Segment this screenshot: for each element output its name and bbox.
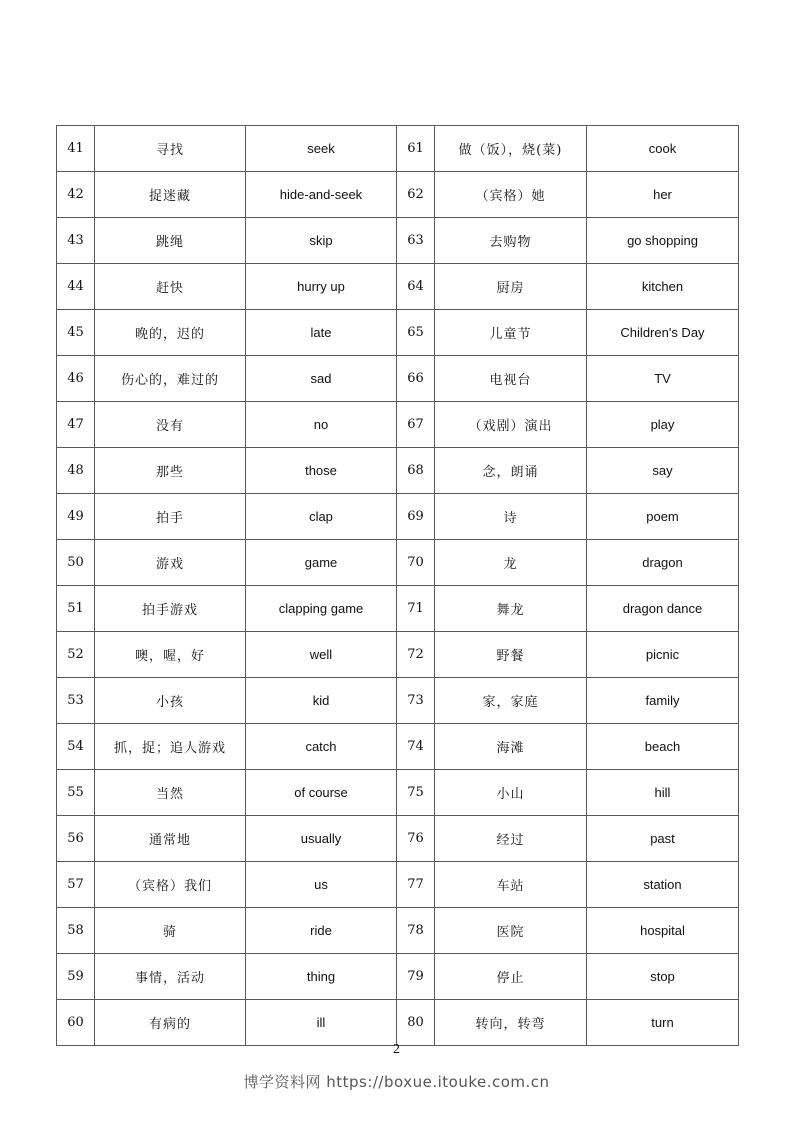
table-row xyxy=(57,126,739,172)
entry-number: 65 xyxy=(397,310,435,356)
chinese-meaning: 事情，活动 xyxy=(95,954,246,1000)
english-word: those xyxy=(246,448,397,494)
entry-number: 42 xyxy=(57,172,95,218)
entry-number: 80 xyxy=(397,1000,435,1046)
table-row xyxy=(57,1000,739,1046)
chinese-meaning: （宾格）我们 xyxy=(95,862,246,908)
english-word: sad xyxy=(246,356,397,402)
vocabulary-table-body xyxy=(57,126,739,1046)
entry-number: 53 xyxy=(57,678,95,724)
entry-number: 60 xyxy=(57,1000,95,1046)
chinese-meaning: 野餐 xyxy=(435,632,587,678)
english-word: say xyxy=(587,448,739,494)
chinese-meaning: 经过 xyxy=(435,816,587,862)
table-row xyxy=(57,218,739,264)
english-word: hospital xyxy=(587,908,739,954)
table-row xyxy=(57,770,739,816)
english-word: past xyxy=(587,816,739,862)
chinese-meaning: 小山 xyxy=(435,770,587,816)
entry-number: 66 xyxy=(397,356,435,402)
entry-number: 68 xyxy=(397,448,435,494)
entry-number: 69 xyxy=(397,494,435,540)
entry-number: 61 xyxy=(397,126,435,172)
chinese-meaning: 去购物 xyxy=(435,218,587,264)
english-word: cook xyxy=(587,126,739,172)
table-row xyxy=(57,310,739,356)
chinese-meaning: 骑 xyxy=(95,908,246,954)
entry-number: 47 xyxy=(57,402,95,448)
table-row xyxy=(57,816,739,862)
table-row xyxy=(57,402,739,448)
entry-number: 71 xyxy=(397,586,435,632)
english-word: clapping game xyxy=(246,586,397,632)
entry-number: 64 xyxy=(397,264,435,310)
chinese-meaning: 转向，转弯 xyxy=(435,1000,587,1046)
entry-number: 75 xyxy=(397,770,435,816)
chinese-meaning: 噢，喔，好 xyxy=(95,632,246,678)
chinese-meaning: 念，朗诵 xyxy=(435,448,587,494)
chinese-meaning: 舞龙 xyxy=(435,586,587,632)
english-word: kid xyxy=(246,678,397,724)
entry-number: 79 xyxy=(397,954,435,1000)
chinese-meaning: 抓，捉；追人游戏 xyxy=(95,724,246,770)
chinese-meaning: 厨房 xyxy=(435,264,587,310)
table-row xyxy=(57,264,739,310)
chinese-meaning: 那些 xyxy=(95,448,246,494)
english-word: late xyxy=(246,310,397,356)
entry-number: 58 xyxy=(57,908,95,954)
english-word: thing xyxy=(246,954,397,1000)
chinese-meaning: 儿童节 xyxy=(435,310,587,356)
table-row xyxy=(57,540,739,586)
chinese-meaning: （宾格）她 xyxy=(435,172,587,218)
chinese-meaning: 电视台 xyxy=(435,356,587,402)
entry-number: 52 xyxy=(57,632,95,678)
english-word: us xyxy=(246,862,397,908)
chinese-meaning: 车站 xyxy=(435,862,587,908)
english-word: TV xyxy=(587,356,739,402)
entry-number: 77 xyxy=(397,862,435,908)
entry-number: 54 xyxy=(57,724,95,770)
entry-number: 55 xyxy=(57,770,95,816)
english-word: well xyxy=(246,632,397,678)
chinese-meaning: 晚的，迟的 xyxy=(95,310,246,356)
english-word: usually xyxy=(246,816,397,862)
chinese-meaning: 跳绳 xyxy=(95,218,246,264)
entry-number: 56 xyxy=(57,816,95,862)
table-row xyxy=(57,862,739,908)
table-row xyxy=(57,448,739,494)
entry-number: 44 xyxy=(57,264,95,310)
english-word: poem xyxy=(587,494,739,540)
english-word: family xyxy=(587,678,739,724)
entry-number: 78 xyxy=(397,908,435,954)
english-word: Children's Day xyxy=(587,310,739,356)
entry-number: 46 xyxy=(57,356,95,402)
watermark-footer: 博学资料网 https://boxue.itouke.com.cn xyxy=(243,1073,550,1091)
english-word: dragon xyxy=(587,540,739,586)
english-word: play xyxy=(587,402,739,448)
entry-number: 67 xyxy=(397,402,435,448)
english-word: hide-and-seek xyxy=(246,172,397,218)
chinese-meaning: 寻找 xyxy=(95,126,246,172)
english-word: kitchen xyxy=(587,264,739,310)
table-row xyxy=(57,172,739,218)
chinese-meaning: 医院 xyxy=(435,908,587,954)
english-word: clap xyxy=(246,494,397,540)
table-row xyxy=(57,908,739,954)
english-word: hill xyxy=(587,770,739,816)
table-row xyxy=(57,954,739,1000)
chinese-meaning: 有病的 xyxy=(95,1000,246,1046)
chinese-meaning: 捉迷藏 xyxy=(95,172,246,218)
chinese-meaning: 通常地 xyxy=(95,816,246,862)
chinese-meaning: 做（饭），烧(菜) xyxy=(435,126,587,172)
chinese-meaning: 当然 xyxy=(95,770,246,816)
page-number: 2 xyxy=(393,1042,400,1057)
chinese-meaning: 海滩 xyxy=(435,724,587,770)
table-row xyxy=(57,724,739,770)
entry-number: 45 xyxy=(57,310,95,356)
chinese-meaning: 游戏 xyxy=(95,540,246,586)
english-word: of course xyxy=(246,770,397,816)
entry-number: 50 xyxy=(57,540,95,586)
english-word: game xyxy=(246,540,397,586)
vocabulary-table xyxy=(56,125,739,1046)
chinese-meaning: 停止 xyxy=(435,954,587,1000)
english-word: station xyxy=(587,862,739,908)
entry-number: 76 xyxy=(397,816,435,862)
entry-number: 48 xyxy=(57,448,95,494)
chinese-meaning: 小孩 xyxy=(95,678,246,724)
chinese-meaning: 赶快 xyxy=(95,264,246,310)
table-row xyxy=(57,678,739,724)
english-word: dragon dance xyxy=(587,586,739,632)
english-word: catch xyxy=(246,724,397,770)
english-word: turn xyxy=(587,1000,739,1046)
entry-number: 49 xyxy=(57,494,95,540)
chinese-meaning: 拍手游戏 xyxy=(95,586,246,632)
english-word: picnic xyxy=(587,632,739,678)
chinese-meaning: 诗 xyxy=(435,494,587,540)
table-row xyxy=(57,586,739,632)
chinese-meaning: （戏剧）演出 xyxy=(435,402,587,448)
english-word: skip xyxy=(246,218,397,264)
entry-number: 72 xyxy=(397,632,435,678)
table-row xyxy=(57,632,739,678)
english-word: beach xyxy=(587,724,739,770)
english-word: ill xyxy=(246,1000,397,1046)
english-word: ride xyxy=(246,908,397,954)
entry-number: 41 xyxy=(57,126,95,172)
english-word: her xyxy=(587,172,739,218)
english-word: go shopping xyxy=(587,218,739,264)
entry-number: 63 xyxy=(397,218,435,264)
chinese-meaning: 没有 xyxy=(95,402,246,448)
chinese-meaning: 拍手 xyxy=(95,494,246,540)
entry-number: 51 xyxy=(57,586,95,632)
entry-number: 73 xyxy=(397,678,435,724)
english-word: hurry up xyxy=(246,264,397,310)
english-word: seek xyxy=(246,126,397,172)
entry-number: 62 xyxy=(397,172,435,218)
entry-number: 74 xyxy=(397,724,435,770)
chinese-meaning: 伤心的，难过的 xyxy=(95,356,246,402)
entry-number: 59 xyxy=(57,954,95,1000)
chinese-meaning: 家，家庭 xyxy=(435,678,587,724)
table-row xyxy=(57,494,739,540)
chinese-meaning: 龙 xyxy=(435,540,587,586)
entry-number: 57 xyxy=(57,862,95,908)
entry-number: 43 xyxy=(57,218,95,264)
entry-number: 70 xyxy=(397,540,435,586)
table-row xyxy=(57,356,739,402)
english-word: stop xyxy=(587,954,739,1000)
english-word: no xyxy=(246,402,397,448)
